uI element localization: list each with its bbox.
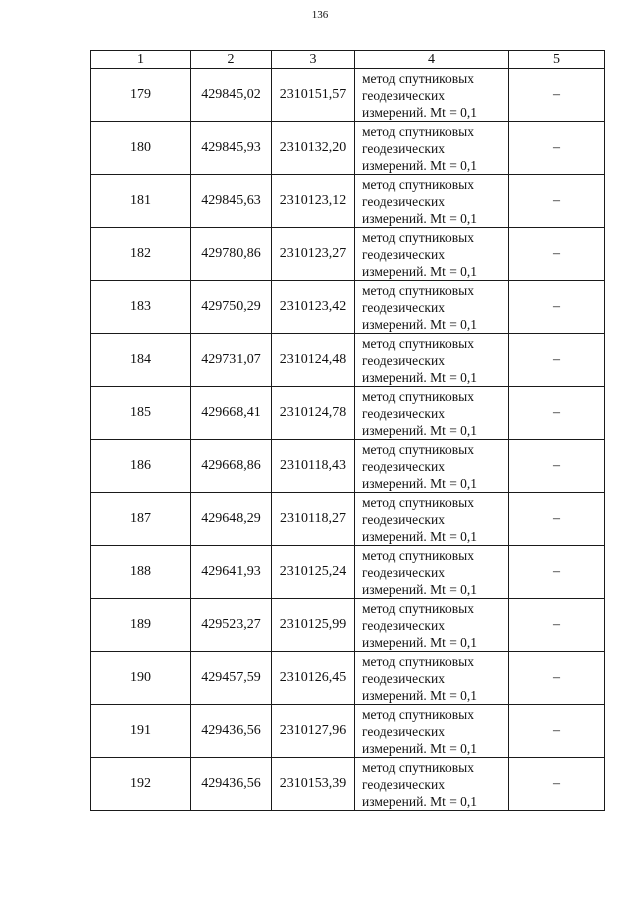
- method-cell: [355, 334, 509, 387]
- method-cell: [355, 387, 509, 440]
- y-coordinate-cell: 2310124,78: [272, 387, 355, 440]
- x-coordinate-cell: 429641,93: [191, 546, 272, 599]
- table-body: [91, 69, 605, 811]
- table-header-row: [91, 51, 605, 69]
- method-text-line: геодезических: [362, 193, 445, 209]
- table-row: [91, 493, 605, 546]
- point-number-cell: 189: [91, 599, 191, 652]
- table-row: [91, 387, 605, 440]
- method-text-line: геодезических: [362, 564, 445, 580]
- method-cell: [355, 546, 509, 599]
- table-row: [91, 175, 605, 228]
- method-text-line: геодезических: [362, 352, 445, 368]
- method-text-line: измерений. Mt = 0,1: [362, 369, 478, 385]
- y-coordinate-cell: 2310132,20: [272, 122, 355, 175]
- point-number-cell: 187: [91, 493, 191, 546]
- method-text-line: измерений. Mt = 0,1: [362, 581, 478, 597]
- method-text-line: метод спутниковых: [362, 176, 474, 192]
- method-text-line: измерений. Mt = 0,1: [362, 687, 478, 703]
- method-text-line: метод спутниковых: [362, 335, 474, 351]
- point-number-cell: 179: [91, 69, 191, 122]
- x-coordinate-cell: 429845,93: [191, 122, 272, 175]
- method-text-line: геодезических: [362, 246, 445, 262]
- note-cell: –: [509, 69, 605, 122]
- method-text-line: метод спутниковых: [362, 441, 474, 457]
- method-text-line: измерений. Mt = 0,1: [362, 263, 478, 279]
- note-cell: –: [509, 599, 605, 652]
- y-coordinate-cell: 2310118,43: [272, 440, 355, 493]
- table-row: [91, 122, 605, 175]
- table-row: [91, 599, 605, 652]
- column-header: 5: [509, 51, 605, 69]
- method-text-line: измерений. Mt = 0,1: [362, 475, 478, 491]
- note-cell: –: [509, 281, 605, 334]
- method-cell: [355, 599, 509, 652]
- note-cell: –: [509, 758, 605, 811]
- method-text-line: метод спутниковых: [362, 229, 474, 245]
- x-coordinate-cell: 429457,59: [191, 652, 272, 705]
- table-row: [91, 758, 605, 811]
- point-number-cell: 191: [91, 705, 191, 758]
- method-text-line: метод спутниковых: [362, 123, 474, 139]
- method-text-line: метод спутниковых: [362, 600, 474, 616]
- y-coordinate-cell: 2310124,48: [272, 334, 355, 387]
- method-text-line: метод спутниковых: [362, 494, 474, 510]
- method-cell: [355, 281, 509, 334]
- y-coordinate-cell: 2310125,99: [272, 599, 355, 652]
- note-cell: –: [509, 440, 605, 493]
- x-coordinate-cell: 429845,63: [191, 175, 272, 228]
- note-cell: –: [509, 546, 605, 599]
- note-cell: –: [509, 122, 605, 175]
- method-text-line: геодезических: [362, 776, 445, 792]
- method-text-line: геодезических: [362, 87, 445, 103]
- method-text-line: геодезических: [362, 405, 445, 421]
- y-coordinate-cell: 2310123,12: [272, 175, 355, 228]
- method-cell: [355, 705, 509, 758]
- method-text-line: геодезических: [362, 299, 445, 315]
- method-cell: [355, 493, 509, 546]
- point-number-cell: 181: [91, 175, 191, 228]
- y-coordinate-cell: 2310153,39: [272, 758, 355, 811]
- method-cell: [355, 228, 509, 281]
- y-coordinate-cell: 2310123,27: [272, 228, 355, 281]
- table-row: [91, 440, 605, 493]
- table-row: [91, 705, 605, 758]
- point-number-cell: 185: [91, 387, 191, 440]
- x-coordinate-cell: 429436,56: [191, 705, 272, 758]
- coordinates-table: [90, 50, 605, 811]
- note-cell: –: [509, 334, 605, 387]
- method-text-line: геодезических: [362, 723, 445, 739]
- column-header: 1: [91, 51, 191, 69]
- x-coordinate-cell: 429668,41: [191, 387, 272, 440]
- note-cell: –: [509, 387, 605, 440]
- table-row: [91, 69, 605, 122]
- table-row: [91, 652, 605, 705]
- method-text-line: измерений. Mt = 0,1: [362, 157, 478, 173]
- y-coordinate-cell: 2310118,27: [272, 493, 355, 546]
- method-text-line: метод спутниковых: [362, 706, 474, 722]
- method-cell: [355, 758, 509, 811]
- method-text-line: измерений. Mt = 0,1: [362, 793, 478, 809]
- method-text-line: геодезических: [362, 511, 445, 527]
- page-number: 136: [311, 9, 329, 21]
- note-cell: –: [509, 493, 605, 546]
- note-cell: –: [509, 652, 605, 705]
- method-text-line: измерений. Mt = 0,1: [362, 740, 478, 756]
- table-row: [91, 546, 605, 599]
- method-text-line: геодезических: [362, 670, 445, 686]
- method-text-line: метод спутниковых: [362, 282, 474, 298]
- note-cell: –: [509, 228, 605, 281]
- point-number-cell: 184: [91, 334, 191, 387]
- x-coordinate-cell: 429845,02: [191, 69, 272, 122]
- y-coordinate-cell: 2310125,24: [272, 546, 355, 599]
- method-text-line: измерений. Mt = 0,1: [362, 634, 478, 650]
- x-coordinate-cell: 429648,29: [191, 493, 272, 546]
- x-coordinate-cell: 429668,86: [191, 440, 272, 493]
- method-text-line: метод спутниковых: [362, 653, 474, 669]
- method-text-line: измерений. Mt = 0,1: [362, 422, 478, 438]
- point-number-cell: 183: [91, 281, 191, 334]
- method-text-line: измерений. Mt = 0,1: [362, 104, 478, 120]
- table-row: [91, 334, 605, 387]
- method-text-line: измерений. Mt = 0,1: [362, 528, 478, 544]
- method-cell: [355, 440, 509, 493]
- y-coordinate-cell: 2310127,96: [272, 705, 355, 758]
- point-number-cell: 186: [91, 440, 191, 493]
- method-cell: [355, 175, 509, 228]
- table-row: [91, 228, 605, 281]
- column-header: 2: [191, 51, 272, 69]
- x-coordinate-cell: 429750,29: [191, 281, 272, 334]
- method-cell: [355, 652, 509, 705]
- method-text-line: измерений. Mt = 0,1: [362, 210, 478, 226]
- x-coordinate-cell: 429523,27: [191, 599, 272, 652]
- note-cell: –: [509, 175, 605, 228]
- method-cell: [355, 122, 509, 175]
- method-text-line: измерений. Mt = 0,1: [362, 316, 478, 332]
- method-text-line: геодезических: [362, 140, 445, 156]
- point-number-cell: 192: [91, 758, 191, 811]
- x-coordinate-cell: 429780,86: [191, 228, 272, 281]
- point-number-cell: 188: [91, 546, 191, 599]
- method-text-line: метод спутниковых: [362, 388, 474, 404]
- method-text-line: метод спутниковых: [362, 70, 474, 86]
- note-cell: –: [509, 705, 605, 758]
- method-text-line: метод спутниковых: [362, 547, 474, 563]
- x-coordinate-cell: 429731,07: [191, 334, 272, 387]
- method-text-line: метод спутниковых: [362, 759, 474, 775]
- method-text-line: геодезических: [362, 458, 445, 474]
- y-coordinate-cell: 2310123,42: [272, 281, 355, 334]
- y-coordinate-cell: 2310151,57: [272, 69, 355, 122]
- column-header: 3: [272, 51, 355, 69]
- table-row: [91, 281, 605, 334]
- column-header: 4: [355, 51, 509, 69]
- method-text-line: геодезических: [362, 617, 445, 633]
- y-coordinate-cell: 2310126,45: [272, 652, 355, 705]
- method-cell: [355, 69, 509, 122]
- point-number-cell: 190: [91, 652, 191, 705]
- x-coordinate-cell: 429436,56: [191, 758, 272, 811]
- point-number-cell: 182: [91, 228, 191, 281]
- point-number-cell: 180: [91, 122, 191, 175]
